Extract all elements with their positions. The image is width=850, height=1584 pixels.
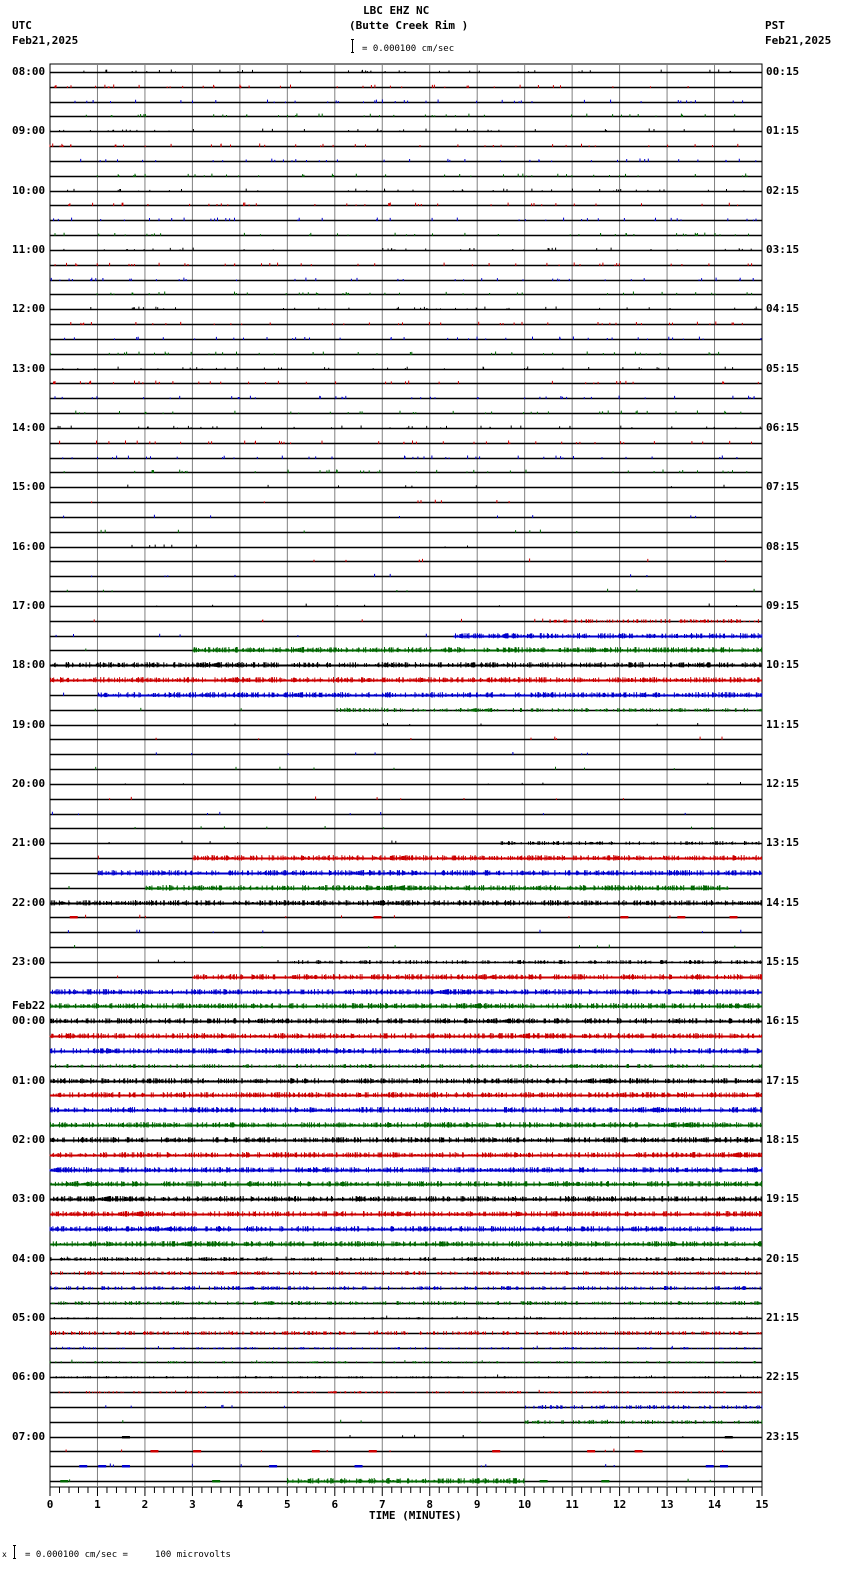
pst-hour-label: 20:15 (766, 1252, 800, 1265)
utc-date-label: Feb22 (12, 999, 46, 1012)
pst-hour-label: 07:15 (766, 480, 800, 493)
utc-hour-label: 10:00 (12, 184, 46, 197)
utc-hour-label: 23:00 (12, 955, 46, 968)
right-date: Feb21,2025 (765, 34, 832, 47)
pst-hour-label: 10:15 (766, 658, 800, 671)
pst-hour-label: 04:15 (766, 302, 800, 315)
x-tick-label: 5 (284, 1498, 291, 1511)
utc-hour-label: 07:00 (12, 1430, 46, 1443)
utc-hour-label: 13:00 (12, 362, 46, 375)
pst-hour-label: 13:15 (766, 836, 800, 849)
x-axis-label: TIME (MINUTES) (369, 1509, 462, 1522)
utc-hour-label: 19:00 (12, 718, 46, 731)
utc-hour-label: 06:00 (12, 1370, 46, 1383)
pst-hour-label: 06:15 (766, 421, 800, 434)
x-tick-label: 3 (189, 1498, 196, 1511)
utc-hour-label: 00:00 (12, 1014, 46, 1027)
utc-hour-label: 17:00 (12, 599, 46, 612)
footer-scale-bar-icon (13, 1545, 16, 1559)
footer-scale-text: = 0.000100 cm/sec = 100 microvolts (25, 1550, 231, 1560)
scale-text: = 0.000100 cm/sec (362, 44, 455, 54)
utc-hour-label: 02:00 (12, 1133, 46, 1146)
x-tick-label: 10 (518, 1498, 532, 1511)
utc-hour-label: 01:00 (12, 1074, 46, 1087)
pst-hour-label: 22:15 (766, 1370, 800, 1383)
utc-hour-label: 21:00 (12, 836, 46, 849)
pst-hour-label: 15:15 (766, 955, 800, 968)
left-date: Feb21,2025 (12, 34, 79, 47)
x-tick-label: 7 (378, 1498, 386, 1511)
x-tick-label: 4 (236, 1498, 244, 1511)
utc-hour-label: 09:00 (12, 124, 46, 137)
pst-hour-label: 09:15 (766, 599, 800, 612)
right-timezone: PST (765, 19, 785, 32)
x-tick-label: 12 (612, 1498, 627, 1511)
pst-hour-label: 18:15 (766, 1133, 800, 1146)
utc-hour-label: 12:00 (12, 302, 46, 315)
x-tick-label: 6 (331, 1498, 339, 1511)
station-location: (Butte Creek Rim ) (349, 19, 469, 32)
pst-hour-label: 01:15 (766, 124, 800, 137)
left-timezone: UTC (12, 19, 32, 32)
utc-hour-label: 03:00 (12, 1192, 46, 1205)
utc-hour-label: 08:00 (12, 65, 46, 78)
x-tick-label: 14 (707, 1498, 722, 1511)
x-tick-label: 13 (660, 1498, 674, 1511)
pst-hour-label: 14:15 (766, 896, 800, 909)
x-tick-label: 11 (565, 1498, 579, 1511)
utc-hour-label: 20:00 (12, 777, 46, 790)
utc-hour-label: 04:00 (12, 1252, 46, 1265)
pst-hour-label: 00:15 (766, 65, 800, 78)
pst-hour-label: 16:15 (766, 1014, 800, 1027)
pst-hour-label: 21:15 (766, 1311, 800, 1324)
utc-hour-label: 15:00 (12, 480, 46, 493)
x-tick-label: 0 (46, 1498, 54, 1511)
pst-hour-label: 17:15 (766, 1074, 800, 1087)
station-title: LBC EHZ NC (363, 4, 430, 17)
x-tick-label: 9 (473, 1498, 481, 1511)
utc-hour-label: 16:00 (12, 540, 46, 553)
x-tick-label: 15 (755, 1498, 769, 1511)
utc-hour-label: 18:00 (12, 658, 46, 671)
pst-hour-label: 23:15 (766, 1430, 800, 1443)
footer-scale-marker: x (2, 1550, 7, 1559)
utc-hour-label: 11:00 (12, 243, 46, 256)
utc-hour-label: 22:00 (12, 896, 46, 909)
pst-hour-label: 03:15 (766, 243, 800, 256)
pst-hour-label: 02:15 (766, 184, 800, 197)
pst-hour-label: 11:15 (766, 718, 800, 731)
pst-hour-label: 05:15 (766, 362, 800, 375)
pst-hour-label: 08:15 (766, 540, 800, 553)
pst-hour-label: 19:15 (766, 1192, 800, 1205)
pst-hour-label: 12:15 (766, 777, 800, 790)
x-tick-label: 8 (426, 1498, 434, 1511)
utc-hour-label: 05:00 (12, 1311, 46, 1324)
x-tick-label: 1 (94, 1498, 101, 1511)
x-tick-label: 2 (141, 1498, 149, 1511)
utc-hour-label: 14:00 (12, 421, 46, 434)
